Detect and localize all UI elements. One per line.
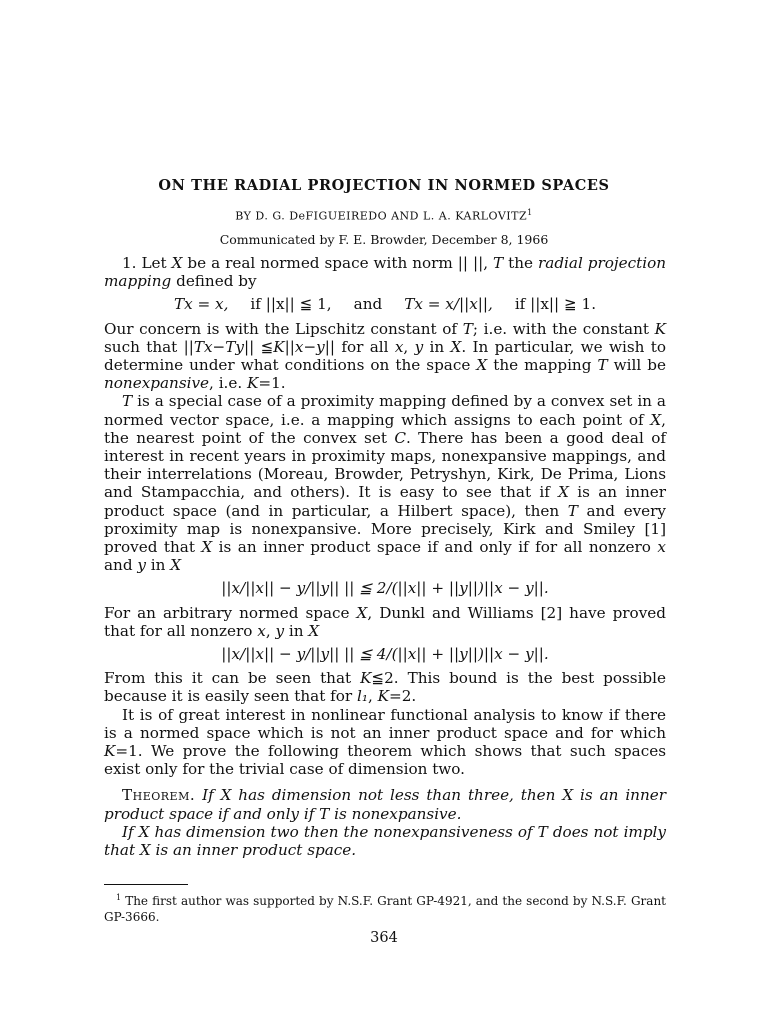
article-title: ON THE RADIAL PROJECTION IN NORMED SPACES — [158, 177, 610, 194]
paragraph-6: It is of great interest in nonlinear functional analysis to know if there is a normed space which is not an inner product space and for which K=1. We prove the following theorem which shows that such spaces exist only for the trivial case of dimension two. — [104, 705, 666, 779]
theorem-text: If X has dimension not less than three, then X is an inner product space if and only if T is nonexpansive. — [104, 786, 666, 823]
equation-definition: Tx = x, if ||x|| ≦ 1, and Tx = x/||x||, if ||x|| ≧ 1. — [173, 295, 597, 314]
page-number: 364 — [370, 930, 398, 946]
author-byline — [0, 208, 768, 223]
equation-dunkl-williams: ||x/||x|| − y/||y|| || ≦ 4/(||x|| + ||y||)||x − y||. — [221, 645, 549, 664]
paragraph-2: Our concern is with the Lipschitz constant of T; i.e. with the constant K such that ||Tx−Ty|| ≦K||x−y|| for all x, y in X. In particular, we wish to determine under what conditions on the space X the mapping T will be nonexpansive, i.e. K=1. — [104, 319, 666, 393]
footnote-text: The first author was supported by N.S.F. Grant GP-4921, and the second by N.S.F. Grant GP-3666. — [104, 894, 666, 924]
byline-footnote-mark: 1 — [527, 208, 533, 217]
footnote-divider — [104, 884, 188, 885]
article-body — [104, 254, 666, 859]
equation-kirk-smiley: ||x/||x|| − y/||y|| || ≦ 2/(||x|| + ||y||)||x − y||. — [221, 579, 549, 598]
theorem-statement — [104, 786, 666, 822]
footnote — [104, 890, 666, 925]
paragraph-7: If X has dimension two then the nonexpansiveness of T does not imply that X is an inner product space. — [104, 822, 666, 860]
theorem-label: Theorem. — [122, 786, 196, 805]
paragraph-5: From this it can be seen that K≦2. This bound is the best possible because it is easily seen that for l₁, K=2. — [104, 669, 666, 706]
paragraph-3: T is a special case of a proximity mapping defined by a convex set in a normed vector space, i.e. a mapping which assigns to each point of X, the nearest point of the convex set C. There has been a good deal of interest in recent years in proximity maps, nonexpansive mappings, and their interrelations (Moreau, Browder, Petryshyn, Kirk, De Prima, Lions and Stampacchia, and others). It is easy to see that if X is an inner product space (and in particular, a Hilbert space), then T and every proximity map is nonexpansive. More precisely, Kirk and Smiley [1] proved that X is an inner product space if and only if for all nonzero x and y in X — [104, 392, 667, 575]
paragraph-4: For an arbitrary normed space X, Dunkl and Williams [2] have proved that for all nonzero x, y in X — [104, 603, 666, 640]
paragraph-1: 1. Let X be a real normed space with norm || ||, T the radial projection mapping defined by — [104, 254, 667, 291]
byline-text: BY D. G. DeFIGUEIREDO AND L. A. KARLOVITZ — [235, 209, 528, 223]
communicated-line: Communicated by F. E. Browder, December 8, 1966 — [219, 232, 549, 247]
footnote-mark: 1 — [116, 893, 122, 902]
